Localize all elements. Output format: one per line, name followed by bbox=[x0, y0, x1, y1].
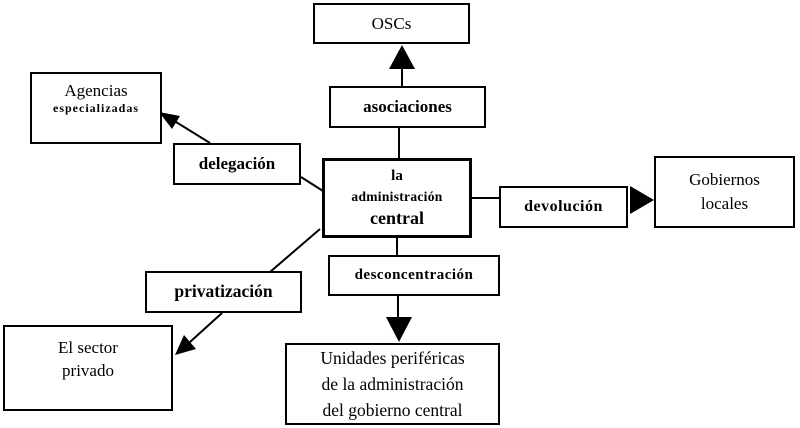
node-central-line1: la bbox=[391, 167, 403, 184]
node-sector-privado bbox=[3, 325, 173, 411]
node-unidades-line1: Unidades periféricas bbox=[320, 348, 465, 368]
node-devolucion-label: devolución bbox=[524, 198, 603, 215]
node-gobiernos-line1: Gobiernos bbox=[689, 170, 760, 189]
node-desconcentracion-label: desconcentración bbox=[354, 267, 474, 284]
node-gobiernos-line2: locales bbox=[700, 194, 749, 213]
line-privatizacion-to-sector bbox=[190, 313, 222, 342]
node-agencias-line2: especializadas bbox=[53, 101, 139, 116]
node-unidades-line2: de la administración bbox=[321, 374, 464, 394]
arrowhead-gobiernos-icon bbox=[630, 186, 654, 214]
line-central-to-delegacion bbox=[301, 177, 323, 191]
node-oscs bbox=[313, 3, 470, 44]
node-delegacion bbox=[173, 143, 301, 185]
line-central-to-privatizacion bbox=[270, 229, 320, 272]
node-administracion-central bbox=[322, 158, 472, 238]
arrowhead-up-oscs-icon bbox=[389, 45, 415, 69]
arrowhead-down-unidades-icon bbox=[386, 317, 412, 342]
node-sector-line2: privado bbox=[62, 361, 114, 380]
arrowhead-sector-privado-icon bbox=[175, 335, 196, 355]
node-unidades-perifericas bbox=[285, 343, 500, 425]
node-agencias-especializadas bbox=[30, 72, 162, 144]
node-gobiernos-locales bbox=[654, 156, 795, 228]
node-delegacion-label: delegación bbox=[198, 154, 276, 174]
node-privatizacion-label: privatización bbox=[174, 281, 273, 302]
node-central-line3: central bbox=[370, 208, 424, 229]
node-devolucion bbox=[499, 186, 628, 228]
node-sector-line1: El sector bbox=[58, 338, 118, 357]
node-agencias-line1: Agencias bbox=[64, 81, 128, 100]
line-delegacion-to-agencias bbox=[176, 122, 210, 143]
node-desconcentracion bbox=[328, 255, 500, 296]
node-privatizacion bbox=[145, 271, 302, 313]
node-central-line2: administración bbox=[351, 188, 443, 204]
node-asociaciones bbox=[329, 86, 486, 128]
node-oscs-label: OSCs bbox=[371, 13, 412, 33]
node-unidades-line3: del gobierno central bbox=[322, 400, 463, 420]
arrowhead-agencias-icon bbox=[159, 112, 180, 129]
node-asociaciones-label: asociaciones bbox=[363, 97, 452, 117]
